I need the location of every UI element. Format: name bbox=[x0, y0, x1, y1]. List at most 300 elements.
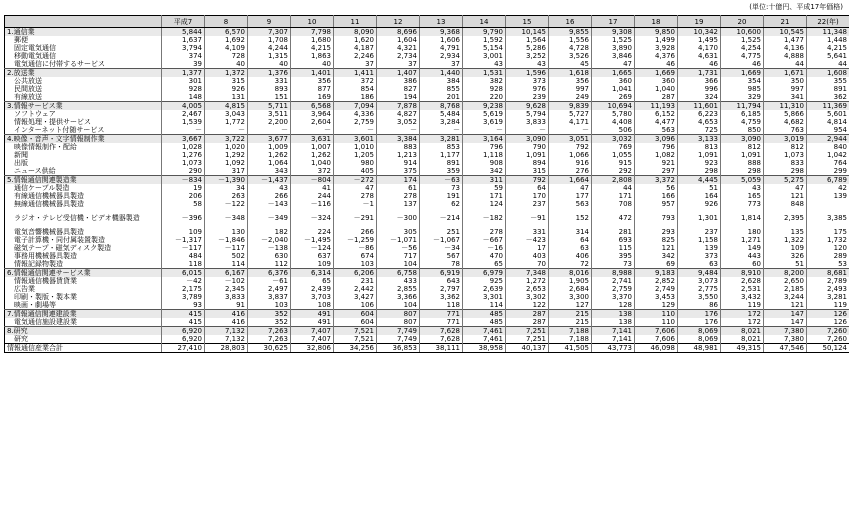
value-cell: 104 bbox=[377, 260, 420, 269]
value-cell: －56 bbox=[377, 244, 420, 252]
value-cell: － bbox=[162, 126, 205, 135]
value-cell: 2,200 bbox=[248, 118, 291, 126]
value-cell: 433 bbox=[377, 277, 420, 285]
value-cell: 693 bbox=[592, 236, 635, 244]
value-cell: 42 bbox=[838, 184, 847, 192]
value-cell: 301 bbox=[162, 77, 205, 85]
value-cell: 3,631 bbox=[291, 135, 334, 144]
value-cell: 4,171 bbox=[549, 118, 592, 126]
value-cell: 326 bbox=[764, 252, 807, 260]
total-row bbox=[5, 344, 849, 353]
value-cell: 908 bbox=[463, 159, 506, 167]
row-label: 8.研究 bbox=[5, 327, 162, 336]
value-cell: 1,262 bbox=[248, 151, 291, 159]
header-year-cell: 19 bbox=[678, 16, 721, 28]
value-cell: 1,082 bbox=[635, 151, 678, 159]
value-cell: 43 bbox=[506, 60, 549, 69]
value-cell: 37 bbox=[377, 60, 420, 69]
row-label: 通信ケーブル製造 bbox=[5, 184, 162, 192]
value-cell: 976 bbox=[506, 85, 549, 93]
value-cell: 3,302 bbox=[506, 293, 549, 301]
header-year-cell: 22(年) bbox=[807, 16, 849, 28]
value-cell: －1,259 bbox=[334, 236, 377, 244]
value-cell: 372 bbox=[334, 77, 377, 85]
row-label: 4.映像・音声・文字情報制作業 bbox=[5, 135, 162, 144]
value-cell: 58 bbox=[162, 200, 205, 208]
value-cell: 6,223 bbox=[678, 110, 721, 118]
value-cell: 833 bbox=[764, 159, 807, 167]
value-cell: 3,252 bbox=[506, 52, 549, 60]
value-cell: 128 bbox=[592, 301, 635, 310]
value-cell: 812 bbox=[721, 143, 764, 151]
value-cell: 3,301 bbox=[463, 293, 506, 301]
value-cell: 1,499 bbox=[635, 36, 678, 44]
value-cell: 502 bbox=[205, 252, 248, 260]
value-cell: 32,806 bbox=[291, 344, 334, 353]
value-cell: －804 bbox=[291, 176, 334, 185]
value-cell: 2,944 bbox=[807, 135, 849, 144]
value-cell: 1,556 bbox=[549, 36, 592, 44]
value-cell: 1,372 bbox=[205, 69, 248, 78]
value-cell: 47 bbox=[764, 184, 807, 192]
value-cell: －272 bbox=[334, 176, 377, 185]
value-cell: 139 bbox=[678, 244, 721, 252]
value-cell: 7,251 bbox=[506, 335, 549, 344]
value-cell: 73 bbox=[592, 260, 635, 269]
value-cell: －1,071 bbox=[377, 236, 420, 244]
value-cell: 1,377 bbox=[162, 69, 205, 78]
value-cell: 317 bbox=[205, 167, 248, 176]
value-cell: 4,728 bbox=[549, 44, 592, 52]
category-row bbox=[5, 327, 849, 336]
value-cell: 1,213 bbox=[377, 151, 420, 159]
value-cell: 855 bbox=[420, 85, 463, 93]
value-cell: 764 bbox=[833, 159, 847, 167]
value-cell: 122 bbox=[506, 301, 549, 310]
value-cell: 1,073 bbox=[764, 151, 807, 159]
value-cell: 1,064 bbox=[248, 159, 291, 167]
value-cell: 4,653 bbox=[678, 118, 721, 126]
value-cell: 6,920 bbox=[162, 327, 205, 336]
value-cell: 315 bbox=[205, 77, 248, 85]
value-cell: 215 bbox=[549, 318, 592, 327]
value-cell: 47 bbox=[592, 60, 635, 69]
value-cell: 3,550 bbox=[678, 293, 721, 301]
value-cell: 70 bbox=[506, 260, 549, 269]
value-cell: －42 bbox=[162, 277, 205, 285]
category-row bbox=[5, 28, 849, 37]
value-cell: 131 bbox=[205, 93, 248, 102]
value-cell: 231 bbox=[334, 277, 377, 285]
row-label: ラジオ・テレビ受信機・ビデオ機器製造 bbox=[5, 208, 162, 228]
value-cell: 8,988 bbox=[592, 269, 635, 278]
value-cell: 1,009 bbox=[248, 143, 291, 151]
value-cell: 630 bbox=[248, 252, 291, 260]
value-cell: 120 bbox=[833, 244, 847, 252]
value-cell: 5,641 bbox=[826, 52, 847, 60]
value-cell: 3,366 bbox=[377, 293, 420, 301]
value-cell: 39 bbox=[162, 60, 205, 69]
value-cell: 342 bbox=[463, 167, 506, 176]
value-cell: 1,040 bbox=[635, 85, 678, 93]
value-cell: 2,749 bbox=[635, 285, 678, 293]
value-cell: 17 bbox=[506, 244, 549, 252]
value-cell: 63 bbox=[549, 244, 592, 252]
value-cell: 2,797 bbox=[420, 285, 463, 293]
value-cell: 298 bbox=[764, 167, 807, 176]
value-cell: 266 bbox=[248, 192, 291, 200]
value-cell: 3,794 bbox=[162, 44, 205, 52]
value-cell: 237 bbox=[506, 200, 549, 208]
value-cell: 64 bbox=[549, 236, 592, 244]
value-cell: 5,866 bbox=[764, 110, 807, 118]
value-cell: 928 bbox=[463, 85, 506, 93]
value-cell: 2,852 bbox=[635, 277, 678, 285]
value-cell: 3,453 bbox=[635, 293, 678, 301]
value-cell: 6,167 bbox=[205, 269, 248, 278]
value-cell: 790 bbox=[506, 143, 549, 151]
value-cell: 121 bbox=[764, 301, 807, 310]
value-cell: 60 bbox=[721, 260, 764, 269]
value-cell: 1,041 bbox=[592, 85, 635, 93]
value-cell: 40 bbox=[248, 60, 291, 69]
value-cell: 7,380 bbox=[764, 335, 807, 344]
value-cell: 110 bbox=[635, 310, 678, 319]
row-label: ソフトウェア bbox=[5, 110, 162, 118]
value-cell: 792 bbox=[506, 176, 549, 185]
value-cell: 3,052 bbox=[377, 118, 420, 126]
row-label: 情報通信機器賃貸業 bbox=[5, 277, 162, 285]
value-cell: 5,154 bbox=[463, 44, 506, 52]
value-cell: 1,407 bbox=[377, 69, 420, 78]
value-cell: 104 bbox=[377, 301, 420, 310]
value-cell: 1,671 bbox=[764, 69, 807, 78]
value-cell: 2,395 bbox=[764, 208, 807, 228]
value-cell: －1 bbox=[334, 200, 377, 208]
value-cell: 93 bbox=[162, 301, 205, 310]
value-cell: 563 bbox=[549, 200, 592, 208]
value-cell: 114 bbox=[205, 260, 248, 269]
value-cell: 3,833 bbox=[506, 118, 549, 126]
value-cell: 342 bbox=[635, 252, 678, 260]
header-year-cell: 20 bbox=[721, 16, 764, 28]
value-cell: 4,109 bbox=[205, 44, 248, 52]
row-label: 電気通信に付帯するサービス bbox=[5, 60, 162, 69]
value-cell: 43 bbox=[463, 60, 506, 69]
value-cell: 1,637 bbox=[162, 36, 205, 44]
value-cell: 10,545 bbox=[764, 28, 807, 37]
value-cell: －214 bbox=[420, 208, 463, 228]
value-cell: 171 bbox=[463, 192, 506, 200]
value-cell: 8,681 bbox=[807, 269, 849, 278]
value-cell: 43 bbox=[248, 184, 291, 192]
value-cell: 373 bbox=[678, 252, 721, 260]
value-cell: 360 bbox=[635, 77, 678, 85]
value-cell: 249 bbox=[549, 93, 592, 102]
value-cell: 6,152 bbox=[635, 110, 678, 118]
value-cell: 10,600 bbox=[721, 28, 764, 37]
value-cell: 40 bbox=[205, 60, 248, 69]
row-label: 公共放送 bbox=[5, 77, 162, 85]
value-cell: 220 bbox=[463, 93, 506, 102]
value-cell: 1,272 bbox=[506, 277, 549, 285]
value-cell: 4,376 bbox=[635, 52, 678, 60]
value-cell: 3,164 bbox=[463, 135, 506, 144]
value-cell: 771 bbox=[420, 318, 463, 327]
value-cell: 3,281 bbox=[420, 135, 463, 144]
value-cell: 170 bbox=[506, 192, 549, 200]
value-cell: 926 bbox=[205, 85, 248, 93]
value-cell: 840 bbox=[833, 143, 847, 151]
value-cell: 6,376 bbox=[248, 269, 291, 278]
unit-note: (単位:十億円、平成17年価格) bbox=[749, 3, 843, 11]
value-cell: －16 bbox=[463, 244, 506, 252]
value-cell: 109 bbox=[291, 260, 334, 269]
value-cell: 30,625 bbox=[248, 344, 291, 353]
value-cell: 1,322 bbox=[764, 236, 807, 244]
value-cell: 928 bbox=[162, 85, 205, 93]
value-cell: 53 bbox=[838, 260, 847, 268]
table-row bbox=[5, 192, 849, 200]
value-cell: 9,308 bbox=[592, 28, 635, 37]
value-cell: －91 bbox=[506, 208, 549, 228]
value-cell: 201 bbox=[420, 93, 463, 102]
value-cell: 91 bbox=[205, 301, 248, 310]
value-cell: 891 bbox=[420, 159, 463, 167]
table-row bbox=[5, 277, 849, 285]
value-cell: 1,055 bbox=[592, 151, 635, 159]
value-cell: 604 bbox=[334, 310, 377, 319]
value-cell: 3,833 bbox=[205, 293, 248, 301]
value-cell: 182 bbox=[248, 228, 291, 236]
value-cell: 27,410 bbox=[162, 344, 205, 353]
value-cell: 1,731 bbox=[678, 69, 721, 78]
row-label: 新聞 bbox=[5, 151, 162, 159]
value-cell: 405 bbox=[334, 167, 377, 176]
value-cell: 5,601 bbox=[826, 110, 847, 118]
table-body bbox=[5, 28, 849, 353]
value-cell: 3,432 bbox=[721, 293, 764, 301]
value-cell: －291 bbox=[334, 208, 377, 228]
value-cell: 11,601 bbox=[678, 102, 721, 111]
value-cell: 1,118 bbox=[463, 151, 506, 159]
value-cell: 2,759 bbox=[334, 118, 377, 126]
value-cell: 771 bbox=[420, 310, 463, 319]
value-cell: 773 bbox=[721, 200, 764, 208]
value-cell: 5,275 bbox=[764, 176, 807, 185]
value-cell: 3,244 bbox=[764, 293, 807, 301]
value-cell: 38,111 bbox=[420, 344, 463, 353]
value-cell: －34 bbox=[420, 244, 463, 252]
value-cell: 129 bbox=[635, 301, 678, 310]
value-cell: 119 bbox=[833, 301, 847, 309]
value-cell: 110 bbox=[635, 318, 678, 327]
value-cell: 813 bbox=[678, 143, 721, 151]
category-row bbox=[5, 102, 849, 111]
value-cell: 1,608 bbox=[807, 69, 849, 78]
value-cell: 169 bbox=[291, 93, 334, 102]
table-row bbox=[5, 110, 849, 118]
value-cell: 1,073 bbox=[162, 159, 205, 167]
value-cell: －122 bbox=[205, 200, 248, 208]
table-row bbox=[5, 44, 849, 52]
category-row bbox=[5, 310, 849, 319]
value-cell: －1,437 bbox=[248, 176, 291, 185]
value-cell: 1,205 bbox=[334, 151, 377, 159]
value-cell: 8,910 bbox=[721, 269, 764, 278]
value-cell: 1,040 bbox=[291, 159, 334, 167]
value-cell: 7,260 bbox=[826, 335, 847, 343]
value-cell: 1,525 bbox=[592, 36, 635, 44]
value-cell: 7,407 bbox=[291, 335, 334, 344]
value-cell: 1,477 bbox=[764, 36, 807, 44]
value-cell: 7,628 bbox=[420, 327, 463, 336]
value-cell: 7,188 bbox=[549, 335, 592, 344]
value-cell: 1,376 bbox=[248, 69, 291, 78]
value-cell: 44 bbox=[764, 60, 807, 69]
value-cell: 65 bbox=[291, 277, 334, 285]
value-cell: 406 bbox=[549, 252, 592, 260]
value-cell: 64 bbox=[506, 184, 549, 192]
value-cell: 4,827 bbox=[377, 110, 420, 118]
value-cell: 3,722 bbox=[205, 135, 248, 144]
value-cell: 50,124 bbox=[807, 344, 849, 353]
value-cell: 1,091 bbox=[678, 151, 721, 159]
value-cell: 1,618 bbox=[549, 69, 592, 78]
value-cell: 4,136 bbox=[764, 44, 807, 52]
value-cell: 266 bbox=[334, 228, 377, 236]
value-cell: 7,263 bbox=[248, 327, 291, 336]
value-cell: 3,526 bbox=[549, 52, 592, 60]
value-cell: －349 bbox=[248, 208, 291, 228]
value-cell: 5,780 bbox=[592, 110, 635, 118]
table-row bbox=[5, 36, 849, 44]
value-cell: 3,370 bbox=[592, 293, 635, 301]
value-cell: 287 bbox=[635, 93, 678, 102]
row-label: 電気通信施設建設業 bbox=[5, 318, 162, 327]
value-cell: 957 bbox=[635, 200, 678, 208]
value-cell: 172 bbox=[721, 318, 764, 327]
value-cell: 4,759 bbox=[721, 118, 764, 126]
value-cell: 2,185 bbox=[764, 285, 807, 293]
value-cell: 47 bbox=[549, 184, 592, 192]
value-cell: 1,042 bbox=[826, 151, 847, 159]
value-cell: － bbox=[377, 126, 420, 135]
value-cell: 177 bbox=[549, 192, 592, 200]
value-cell: 9,839 bbox=[549, 102, 592, 111]
value-cell: 416 bbox=[205, 310, 248, 319]
value-cell: －1,846 bbox=[205, 236, 248, 244]
table-row bbox=[5, 301, 849, 310]
value-cell: 7,749 bbox=[377, 327, 420, 336]
value-cell: 311 bbox=[463, 176, 506, 185]
value-cell: 362 bbox=[833, 93, 847, 101]
value-cell: 2,741 bbox=[592, 277, 635, 285]
row-label: 情報処理・提供サービス bbox=[5, 118, 162, 126]
value-cell: 7,263 bbox=[248, 335, 291, 344]
value-cell: 2,246 bbox=[334, 52, 377, 60]
value-cell: 287 bbox=[506, 318, 549, 327]
value-cell: 643 bbox=[420, 277, 463, 285]
value-cell: 372 bbox=[291, 167, 334, 176]
value-cell: 7,606 bbox=[635, 335, 678, 344]
value-cell: 1,814 bbox=[721, 208, 764, 228]
value-cell: 186 bbox=[334, 93, 377, 102]
value-cell: 373 bbox=[506, 77, 549, 85]
value-cell: 11,193 bbox=[635, 102, 678, 111]
value-cell: 1,669 bbox=[721, 69, 764, 78]
value-cell: 6,185 bbox=[721, 110, 764, 118]
row-label: 出版 bbox=[5, 159, 162, 167]
value-cell: 1,091 bbox=[506, 151, 549, 159]
value-cell: 305 bbox=[377, 228, 420, 236]
value-cell: 47 bbox=[334, 184, 377, 192]
value-cell: 877 bbox=[291, 85, 334, 93]
value-cell: －63 bbox=[420, 176, 463, 185]
value-cell: 8,021 bbox=[721, 335, 764, 344]
value-cell: 38,958 bbox=[463, 344, 506, 353]
value-cell: 148 bbox=[162, 93, 205, 102]
value-cell: 3,372 bbox=[635, 176, 678, 185]
data-table bbox=[4, 15, 849, 353]
row-label: 無線通信機械器具製造 bbox=[5, 200, 162, 208]
row-label: 電気音響機械器具製造 bbox=[5, 228, 162, 236]
value-cell: 7,878 bbox=[377, 102, 420, 111]
value-cell: 1,495 bbox=[678, 36, 721, 44]
value-cell: 239 bbox=[506, 93, 549, 102]
row-label: 固定電気通信 bbox=[5, 44, 162, 52]
value-cell: 916 bbox=[549, 159, 592, 167]
value-cell: 1,905 bbox=[549, 277, 592, 285]
value-cell: 3,677 bbox=[248, 135, 291, 144]
value-cell: 78 bbox=[420, 260, 463, 269]
value-cell: 9,368 bbox=[420, 28, 463, 37]
value-cell: 118 bbox=[420, 301, 463, 310]
value-cell: 118 bbox=[162, 260, 205, 269]
value-cell: 1,158 bbox=[678, 236, 721, 244]
value-cell: 41 bbox=[291, 184, 334, 192]
value-cell: 46 bbox=[721, 60, 764, 69]
value-cell: 138 bbox=[592, 318, 635, 327]
value-cell: 354 bbox=[721, 77, 764, 85]
table-row bbox=[5, 93, 849, 102]
value-cell: 40,137 bbox=[506, 344, 549, 353]
value-cell: －61 bbox=[248, 277, 291, 285]
value-cell: 37 bbox=[334, 60, 377, 69]
value-cell: 1,066 bbox=[549, 151, 592, 159]
header-year-cell: 16 bbox=[549, 16, 592, 28]
table-row bbox=[5, 118, 849, 126]
value-cell: － bbox=[248, 126, 291, 135]
value-cell: 8,200 bbox=[764, 269, 807, 278]
table-row bbox=[5, 159, 849, 167]
value-cell: 4,336 bbox=[334, 110, 377, 118]
table-row bbox=[5, 293, 849, 301]
value-cell: 108 bbox=[291, 301, 334, 310]
value-cell: 2,493 bbox=[826, 285, 847, 293]
value-cell: －182 bbox=[463, 208, 506, 228]
value-cell: 278 bbox=[377, 192, 420, 200]
value-cell: 7,407 bbox=[291, 327, 334, 336]
value-cell: 796 bbox=[635, 143, 678, 151]
header-label-cell bbox=[5, 16, 162, 28]
value-cell: 3,385 bbox=[826, 214, 847, 222]
value-cell: 3,384 bbox=[377, 135, 420, 144]
value-cell: 2,442 bbox=[334, 285, 377, 293]
value-cell: 103 bbox=[334, 260, 377, 269]
value-cell: 4,815 bbox=[205, 102, 248, 111]
value-cell: 356 bbox=[549, 77, 592, 85]
